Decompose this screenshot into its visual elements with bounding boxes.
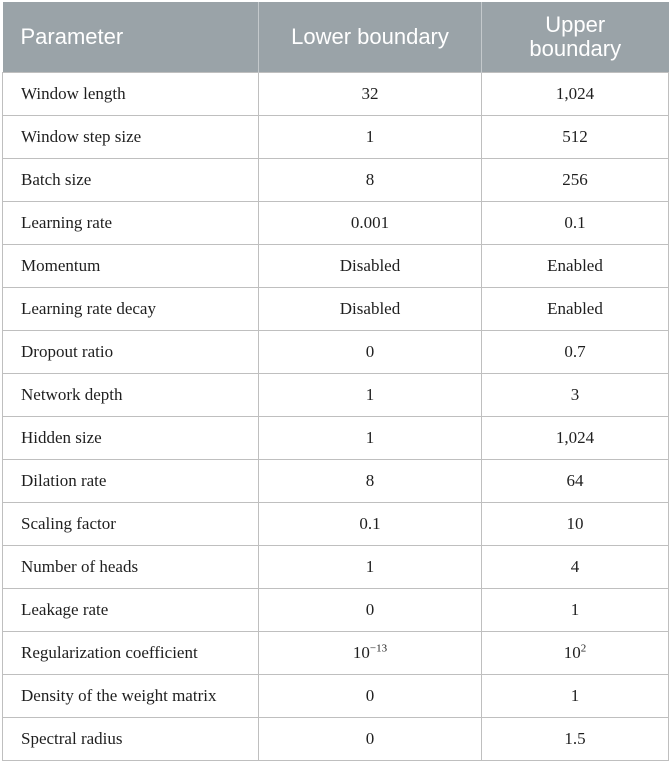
- lower-boundary-cell: 1: [259, 546, 482, 589]
- upper-boundary-cell: 256: [482, 159, 669, 202]
- upper-boundary-cell: 4: [482, 546, 669, 589]
- header-row: [3, 2, 669, 73]
- upper-boundary-cell: 64: [482, 460, 669, 503]
- parameter-cell: Momentum: [3, 245, 259, 288]
- table-row: [3, 331, 669, 374]
- header-upper-text: Upper boundary: [529, 12, 622, 61]
- parameter-cell: Learning rate decay: [3, 288, 259, 331]
- parameter-table: [2, 2, 669, 761]
- table-row: [3, 202, 669, 245]
- lower-boundary-cell: 0.001: [259, 202, 482, 245]
- lower-boundary-cell: 0: [259, 675, 482, 718]
- parameter-cell: Dropout ratio: [3, 331, 259, 374]
- parameter-cell: Spectral radius: [3, 718, 259, 761]
- parameter-cell: Scaling factor: [3, 503, 259, 546]
- lower-boundary-cell: 8: [259, 460, 482, 503]
- parameter-cell: Regularization coefficient: [3, 632, 259, 675]
- table-body: [3, 73, 669, 761]
- upper-boundary-cell: 512: [482, 116, 669, 159]
- table-row: [3, 417, 669, 460]
- parameter-cell: Density of the weight matrix: [3, 675, 259, 718]
- table-row: [3, 460, 669, 503]
- lower-boundary-cell: 0.1: [259, 503, 482, 546]
- parameter-cell: Learning rate: [3, 202, 259, 245]
- parameter-cell: Dilation rate: [3, 460, 259, 503]
- lower-boundary-cell: 8: [259, 159, 482, 202]
- table-row: [3, 288, 669, 331]
- lower-boundary-cell: 0: [259, 718, 482, 761]
- upper-boundary-cell: Enabled: [482, 245, 669, 288]
- power-base: 10: [352, 643, 370, 662]
- upper-boundary-cell: Enabled: [482, 288, 669, 331]
- table-row: [3, 159, 669, 202]
- upper-boundary-cell: 1: [482, 589, 669, 632]
- table-row: [3, 718, 669, 761]
- lower-boundary-cell: 0: [259, 331, 482, 374]
- parameter-cell: Number of heads: [3, 546, 259, 589]
- header-parameter: Parameter: [3, 2, 259, 73]
- table-row: [3, 546, 669, 589]
- parameter-cell: Hidden size: [3, 417, 259, 460]
- header-upper-boundary: [482, 2, 669, 73]
- lower-boundary-cell: Disabled: [259, 288, 482, 331]
- lower-boundary-cell: 1: [259, 417, 482, 460]
- power-base: 10: [563, 643, 581, 662]
- upper-boundary-cell: 0.7: [482, 331, 669, 374]
- parameter-cell: Window length: [3, 73, 259, 116]
- lower-boundary-cell: 1: [259, 374, 482, 417]
- lower-boundary-cell: [259, 632, 482, 675]
- parameter-cell: Window step size: [3, 116, 259, 159]
- table-row: [3, 589, 669, 632]
- upper-boundary-cell: 1,024: [482, 73, 669, 116]
- lower-boundary-cell: 1: [259, 116, 482, 159]
- table-row: [3, 73, 669, 116]
- table-row: [3, 503, 669, 546]
- lower-boundary-cell: 32: [259, 73, 482, 116]
- table-row: [3, 675, 669, 718]
- upper-boundary-cell: 0.1: [482, 202, 669, 245]
- header-lower-boundary: Lower boundary: [259, 2, 482, 73]
- upper-boundary-cell: 1.5: [482, 718, 669, 761]
- parameter-cell: Batch size: [3, 159, 259, 202]
- parameter-cell: Network depth: [3, 374, 259, 417]
- table-row: [3, 374, 669, 417]
- power-exponent: −13: [369, 642, 388, 655]
- lower-boundary-cell: 0: [259, 589, 482, 632]
- lower-boundary-cell: Disabled: [259, 245, 482, 288]
- table-row: [3, 116, 669, 159]
- table-row: [3, 632, 669, 675]
- upper-boundary-cell: [482, 632, 669, 675]
- upper-boundary-cell: 10: [482, 503, 669, 546]
- power-exponent: 2: [580, 642, 587, 655]
- upper-boundary-cell: 1: [482, 675, 669, 718]
- upper-boundary-cell: 3: [482, 374, 669, 417]
- table-header: [3, 2, 669, 73]
- parameter-cell: Leakage rate: [3, 589, 259, 632]
- upper-boundary-cell: 1,024: [482, 417, 669, 460]
- table-row: [3, 245, 669, 288]
